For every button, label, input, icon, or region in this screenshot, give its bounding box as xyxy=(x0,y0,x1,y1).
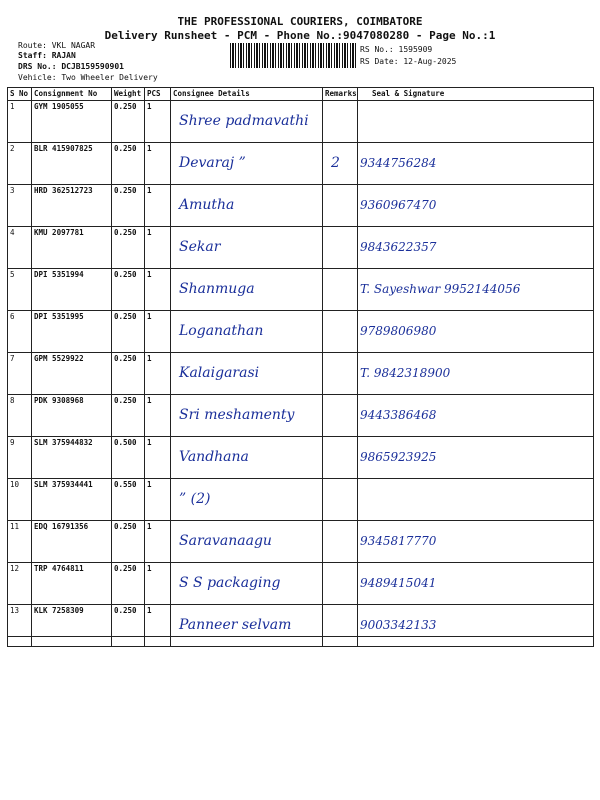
company-title: THE PROFESSIONAL COURIERS, COIMBATORE xyxy=(177,15,423,28)
cell-remarks xyxy=(323,479,358,521)
cell-pcs: 1 xyxy=(145,437,171,479)
table-row xyxy=(8,269,594,311)
cell-remarks xyxy=(323,227,358,269)
cell-consignee xyxy=(171,605,323,647)
cell-seal xyxy=(358,395,594,437)
cell-weight: 0.250 xyxy=(112,311,145,353)
table-row xyxy=(8,311,594,353)
cell-pcs: 1 xyxy=(145,521,171,563)
vehicle-text: Vehicle: Two Wheeler Delivery xyxy=(18,73,158,82)
cell-consignee-handwriting: Shree padmavathi xyxy=(179,113,309,129)
cell-sno: 1 xyxy=(8,101,32,143)
col-header-sno: S No xyxy=(8,88,32,101)
barcode xyxy=(230,43,356,68)
cell-consignee xyxy=(171,521,323,563)
cell-consignee xyxy=(171,269,323,311)
table-row xyxy=(8,353,594,395)
cell-seal-handwriting: 9489415041 xyxy=(360,576,437,590)
cell-pcs: 1 xyxy=(145,395,171,437)
cell-consignee-handwriting: Panneer selvam xyxy=(179,617,292,633)
table-row xyxy=(8,437,594,479)
cell-sno: 7 xyxy=(8,353,32,395)
cell-seal xyxy=(358,563,594,605)
table-row xyxy=(8,185,594,227)
cell-remarks xyxy=(323,437,358,479)
cell-seal xyxy=(358,437,594,479)
table-row xyxy=(8,563,594,605)
cell-consignee-handwriting: Loganathan xyxy=(179,323,264,339)
cell-remarks xyxy=(323,269,358,311)
cell-consignee-handwriting: Sri meshamenty xyxy=(179,407,295,423)
cell-seal-handwriting: 9789806980 xyxy=(360,324,437,338)
cell-weight: 0.250 xyxy=(112,605,145,647)
col-header-remarks: Remarks xyxy=(323,88,358,101)
table-row xyxy=(8,227,594,269)
cell-seal xyxy=(358,605,594,647)
rs-no-text: RS No.: 1595909 xyxy=(360,45,433,54)
bottom-rule xyxy=(7,636,593,637)
cell-sno: 4 xyxy=(8,227,32,269)
col-header-pcs: PCS xyxy=(145,88,171,101)
cell-seal xyxy=(358,227,594,269)
cell-seal-handwriting: 9865923925 xyxy=(360,450,437,464)
cell-consignee-handwriting: Shanmuga xyxy=(179,281,255,297)
staff-text: Staff: RAJAN xyxy=(18,51,76,60)
cell-consignee-handwriting: Amutha xyxy=(179,197,235,213)
cell-seal-handwriting: 9003342133 xyxy=(360,618,437,632)
cell-pcs: 1 xyxy=(145,353,171,395)
cell-consignee-handwriting: Sekar xyxy=(179,239,221,255)
cell-remarks-handwriting: 2 xyxy=(331,155,340,171)
table-row xyxy=(8,521,594,563)
cell-consignee-handwriting: S S packaging xyxy=(179,575,281,591)
cell-consignee-handwriting: ” (2) xyxy=(179,491,211,507)
cell-seal-handwriting: 9443386468 xyxy=(360,408,437,422)
cell-consignment: TRP 4764811 xyxy=(32,563,112,605)
cell-consignee xyxy=(171,311,323,353)
cell-seal-handwriting: T. Sayeshwar 9952144056 xyxy=(360,282,521,296)
cell-weight: 0.250 xyxy=(112,521,145,563)
cell-consignee-handwriting: Vandhana xyxy=(179,449,249,465)
cell-remarks xyxy=(323,143,358,185)
cell-sno: 3 xyxy=(8,185,32,227)
cell-remarks xyxy=(323,311,358,353)
cell-consignee xyxy=(171,353,323,395)
table-row xyxy=(8,101,594,143)
col-header-consignment: Consignment No xyxy=(32,88,112,101)
cell-pcs: 1 xyxy=(145,269,171,311)
cell-consignment: KMU 2097781 xyxy=(32,227,112,269)
cell-weight: 0.250 xyxy=(112,227,145,269)
cell-consignee-handwriting: Saravanaagu xyxy=(179,533,272,549)
cell-consignment: SLM 375944832 xyxy=(32,437,112,479)
cell-remarks xyxy=(323,353,358,395)
table-row xyxy=(8,479,594,521)
cell-seal xyxy=(358,311,594,353)
cell-pcs: 1 xyxy=(145,605,171,647)
runsheet-table xyxy=(7,87,594,647)
rs-date-text: RS Date: 12-Aug-2025 xyxy=(360,57,457,66)
cell-remarks xyxy=(323,563,358,605)
cell-weight: 0.250 xyxy=(112,143,145,185)
table-body xyxy=(8,101,594,647)
table-header-row xyxy=(8,88,594,101)
cell-seal xyxy=(358,479,594,521)
cell-consignee xyxy=(171,101,323,143)
cell-pcs: 1 xyxy=(145,479,171,521)
drs-no-text: DRS No.: DCJB159590901 xyxy=(18,62,124,71)
col-header-consignee: Consignee Details xyxy=(171,88,323,101)
cell-consignee xyxy=(171,563,323,605)
cell-seal-handwriting: 9360967470 xyxy=(360,198,437,212)
cell-consignment: HRD 362512723 xyxy=(32,185,112,227)
cell-consignment: BLR 415907825 xyxy=(32,143,112,185)
cell-sno: 8 xyxy=(8,395,32,437)
route-text: Route: VKL NAGAR xyxy=(18,41,96,50)
cell-sno: 10 xyxy=(8,479,32,521)
cell-remarks xyxy=(323,101,358,143)
cell-consignee-handwriting: Kalaigarasi xyxy=(179,365,260,381)
cell-sno: 12 xyxy=(8,563,32,605)
cell-sno: 6 xyxy=(8,311,32,353)
cell-seal xyxy=(358,185,594,227)
cell-seal xyxy=(358,521,594,563)
cell-weight: 0.250 xyxy=(112,269,145,311)
cell-weight: 0.250 xyxy=(112,101,145,143)
cell-remarks xyxy=(323,521,358,563)
cell-consignee xyxy=(171,479,323,521)
cell-consignment: GPM 5529922 xyxy=(32,353,112,395)
cell-consignment: DPI 5351994 xyxy=(32,269,112,311)
cell-pcs: 1 xyxy=(145,563,171,605)
cell-sno: 11 xyxy=(8,521,32,563)
cell-pcs: 1 xyxy=(145,227,171,269)
cell-remarks xyxy=(323,605,358,647)
cell-consignee xyxy=(171,143,323,185)
cell-pcs: 1 xyxy=(145,143,171,185)
table-row xyxy=(8,143,594,185)
cell-weight: 0.250 xyxy=(112,185,145,227)
cell-seal-handwriting: T. 9842318900 xyxy=(360,366,451,380)
cell-sno: 2 xyxy=(8,143,32,185)
cell-seal-handwriting: 9843622357 xyxy=(360,240,437,254)
cell-consignment: KLK 7258309 xyxy=(32,605,112,647)
cell-seal xyxy=(358,353,594,395)
cell-weight: 0.250 xyxy=(112,353,145,395)
cell-remarks xyxy=(323,185,358,227)
cell-consignment: GYM 1905055 xyxy=(32,101,112,143)
table-row xyxy=(8,605,594,647)
cell-consignee xyxy=(171,437,323,479)
runsheet-title: Delivery Runsheet - PCM - Phone No.:9047080280 - Page No.:1 xyxy=(104,29,496,42)
cell-seal xyxy=(358,143,594,185)
cell-consignee-handwriting: Devaraj ” xyxy=(179,155,246,171)
col-header-weight: Weight xyxy=(112,88,145,101)
cell-consignment: EDQ 16791356 xyxy=(32,521,112,563)
table-row xyxy=(8,395,594,437)
cell-sno: 13 xyxy=(8,605,32,647)
cell-weight: 0.500 xyxy=(112,437,145,479)
cell-pcs: 1 xyxy=(145,185,171,227)
cell-consignment: SLM 375934441 xyxy=(32,479,112,521)
cell-consignment: PDK 9308968 xyxy=(32,395,112,437)
cell-weight: 0.250 xyxy=(112,395,145,437)
cell-remarks xyxy=(323,395,358,437)
cell-consignee xyxy=(171,185,323,227)
cell-seal xyxy=(358,269,594,311)
cell-weight: 0.550 xyxy=(112,479,145,521)
cell-seal xyxy=(358,101,594,143)
cell-pcs: 1 xyxy=(145,101,171,143)
cell-consignee xyxy=(171,227,323,269)
cell-consignee xyxy=(171,395,323,437)
col-header-seal: Seal & Signature xyxy=(358,88,594,101)
cell-weight: 0.250 xyxy=(112,563,145,605)
cell-sno: 9 xyxy=(8,437,32,479)
cell-pcs: 1 xyxy=(145,311,171,353)
cell-sno: 5 xyxy=(8,269,32,311)
cell-seal-handwriting: 9344756284 xyxy=(360,156,437,170)
cell-seal-handwriting: 9345817770 xyxy=(360,534,437,548)
cell-consignment: DPI 5351995 xyxy=(32,311,112,353)
